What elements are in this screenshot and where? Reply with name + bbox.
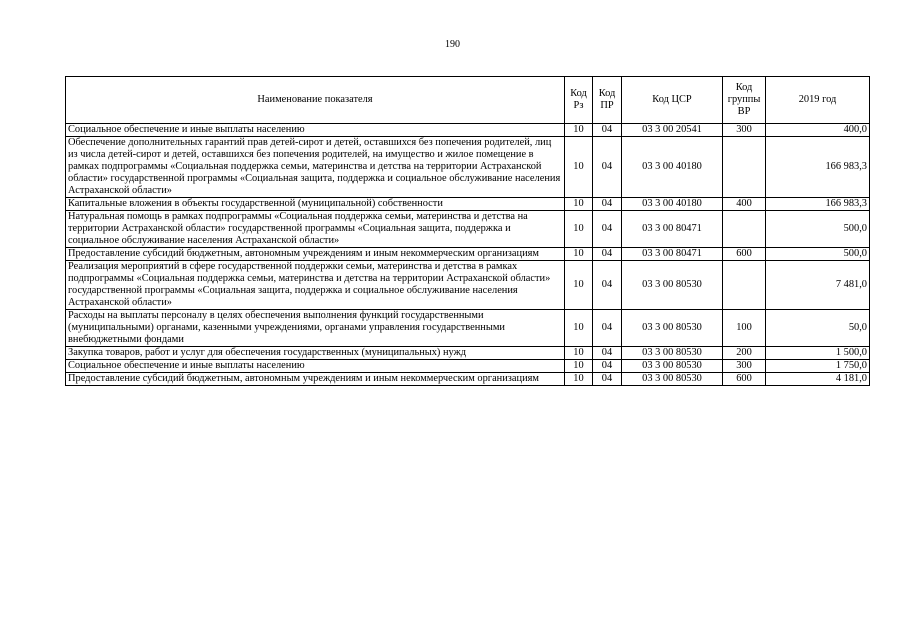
row-pr: 04 xyxy=(593,248,622,261)
row-pr: 04 xyxy=(593,347,622,360)
row-rz: 10 xyxy=(565,347,593,360)
row-rz: 10 xyxy=(565,211,593,248)
row-csr: 03 3 00 40180 xyxy=(622,137,723,198)
row-name: Предоставление субсидий бюджетным, автономным учреждениям и иным некоммерческим организациям xyxy=(66,248,565,261)
header-year: 2019 год xyxy=(766,77,870,124)
row-value: 4 181,0 xyxy=(766,373,870,386)
row-csr: 03 3 00 80471 xyxy=(622,248,723,261)
row-csr: 03 3 00 80530 xyxy=(622,261,723,310)
row-vr xyxy=(723,261,766,310)
row-pr: 04 xyxy=(593,124,622,137)
header-name: Наименование показателя xyxy=(66,77,565,124)
row-pr: 04 xyxy=(593,261,622,310)
header-rz: Код Рз xyxy=(565,77,593,124)
row-value: 7 481,0 xyxy=(766,261,870,310)
row-pr: 04 xyxy=(593,373,622,386)
row-value: 50,0 xyxy=(766,310,870,347)
header-csr: Код ЦСР xyxy=(622,77,723,124)
row-name: Социальное обеспечение и иные выплаты населению xyxy=(66,124,565,137)
row-vr xyxy=(723,137,766,198)
row-name: Предоставление субсидий бюджетным, автономным учреждениям и иным некоммерческим организациям xyxy=(66,373,565,386)
row-value: 500,0 xyxy=(766,248,870,261)
row-csr: 03 3 00 80530 xyxy=(622,310,723,347)
row-vr: 100 xyxy=(723,310,766,347)
table-row xyxy=(66,211,870,248)
row-csr: 03 3 00 20541 xyxy=(622,124,723,137)
row-pr: 04 xyxy=(593,310,622,347)
row-rz: 10 xyxy=(565,261,593,310)
row-name: Расходы на выплаты персоналу в целях обеспечения выполнения функций государственными (муниципальными) органами, казенными учреждениями, органами управления государственными внебюджетными фондами xyxy=(66,310,565,347)
table-row xyxy=(66,124,870,137)
table-row xyxy=(66,360,870,373)
row-name: Капитальные вложения в объекты государственной (муниципальной) собственности xyxy=(66,198,565,211)
row-vr: 400 xyxy=(723,198,766,211)
row-rz: 10 xyxy=(565,137,593,198)
row-rz: 10 xyxy=(565,310,593,347)
row-csr: 03 3 00 80471 xyxy=(622,211,723,248)
table-header-row xyxy=(66,77,870,124)
row-value: 1 500,0 xyxy=(766,347,870,360)
row-rz: 10 xyxy=(565,124,593,137)
row-csr: 03 3 00 40180 xyxy=(622,198,723,211)
row-vr: 300 xyxy=(723,360,766,373)
row-vr: 300 xyxy=(723,124,766,137)
row-vr: 200 xyxy=(723,347,766,360)
row-name: Социальное обеспечение и иные выплаты населению xyxy=(66,360,565,373)
table-row xyxy=(66,347,870,360)
row-rz: 10 xyxy=(565,373,593,386)
row-vr xyxy=(723,211,766,248)
row-pr: 04 xyxy=(593,198,622,211)
page-number: 190 xyxy=(445,39,460,50)
budget-table xyxy=(65,76,870,386)
table-row xyxy=(66,373,870,386)
row-name: Натуральная помощь в рамках подпрограммы «Социальная поддержка семьи, материнства и детства на территории Астраханской области» государственной программы «Социальная защита, поддержка и социальное обслуживание населения Астраханской области» xyxy=(66,211,565,248)
table-row xyxy=(66,198,870,211)
row-value: 500,0 xyxy=(766,211,870,248)
row-pr: 04 xyxy=(593,360,622,373)
row-name: Закупка товаров, работ и услуг для обеспечения государственных (муниципальных) нужд xyxy=(66,347,565,360)
row-name: Реализация мероприятий в сфере государственной поддержки семьи, материнства и детства в рамках подпрограммы «Социальная поддержка семьи, материнства и детства на территории Астраханской области» государственной программы «Социальная защита, поддержка и социальное обслуживание населения Астраханской области» xyxy=(66,261,565,310)
row-pr: 04 xyxy=(593,137,622,198)
row-rz: 10 xyxy=(565,360,593,373)
table-row xyxy=(66,310,870,347)
row-vr: 600 xyxy=(723,373,766,386)
row-rz: 10 xyxy=(565,198,593,211)
header-pr: Код ПР xyxy=(593,77,622,124)
header-vr: Код группы ВР xyxy=(723,77,766,124)
row-vr: 600 xyxy=(723,248,766,261)
table-row xyxy=(66,261,870,310)
table-row xyxy=(66,137,870,198)
row-pr: 04 xyxy=(593,211,622,248)
row-value: 1 750,0 xyxy=(766,360,870,373)
row-csr: 03 3 00 80530 xyxy=(622,373,723,386)
row-name: Обеспечение дополнительных гарантий прав детей-сирот и детей, оставшихся без попечения родителей, лиц из числа детей-сирот и детей, оставшихся без попечения родителей, на имущество и жилое помещение в рамках подпрограммы «Социальная поддержка семьи, материнства и детства на территории Астраханской области» государственной программы «Социальная защита, поддержка и социальное обслуживание населения Астраханской области» xyxy=(66,137,565,198)
row-csr: 03 3 00 80530 xyxy=(622,360,723,373)
row-value: 166 983,3 xyxy=(766,198,870,211)
row-value: 400,0 xyxy=(766,124,870,137)
table-row xyxy=(66,248,870,261)
row-rz: 10 xyxy=(565,248,593,261)
row-value: 166 983,3 xyxy=(766,137,870,198)
row-csr: 03 3 00 80530 xyxy=(622,347,723,360)
